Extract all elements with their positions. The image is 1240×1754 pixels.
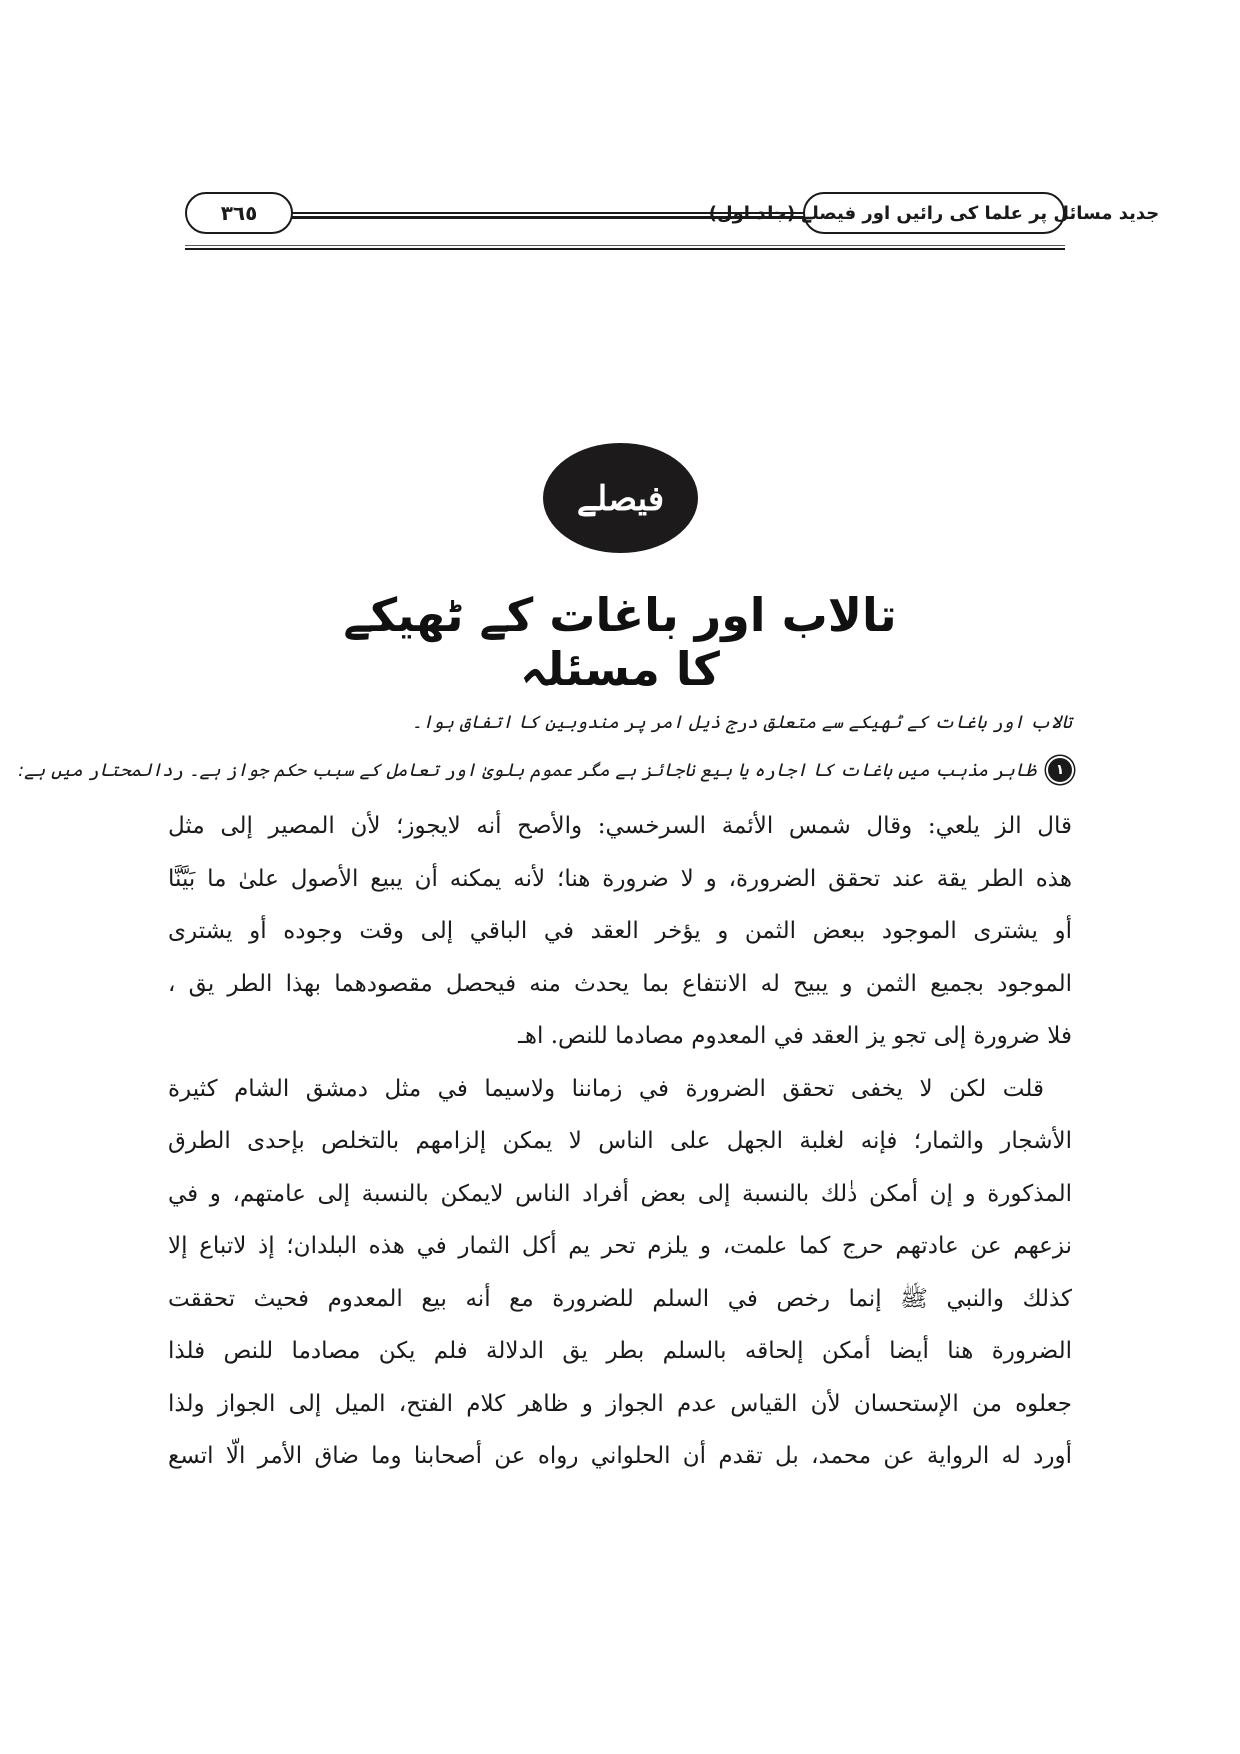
page-number-text: ٣٦٥	[220, 201, 258, 225]
quote-line: أورد له الرواية عن محمد، بل تقدم أن الحلواني رواه عن أصحابنا وما ضاق الأمر الّا اتسع	[168, 1443, 1072, 1469]
quote-line: أو يشترى الموجود ببعض الثمن و يؤخر العقد في الباقي إلى وقت وجوده أو يشترى	[168, 918, 1072, 944]
chapter-title: تالاب اور باغات کے ٹھیکے کا مسئلہ	[343, 588, 897, 696]
book-title: جدید مسائل پر علما کی رائیں اور فیصلے (جلد اول)	[708, 202, 1160, 224]
point-number-badge: ١	[1048, 758, 1072, 782]
section-badge-label: فیصلے	[576, 478, 665, 519]
quote-line: قلت لكن لا يخفى تحقق الضرورة في زماننا ولاسيما في مثل دمشق الشام كثيرة	[168, 1075, 1044, 1102]
quote-line: كذلك والنبي ﷺ إنما رخص في السلم للضرورة مع أنه بيع المعدوم فحيث تحققت	[168, 1285, 1072, 1312]
quote-line: قال الز يلعي: وقال شمس الأئمة السرخسي: والأصح أنه لايجوز؛ لأن المصير إلى مثل	[168, 813, 1072, 839]
quote-line: المذكورة و إن أمكن ذٰلك بالنسبة إلى بعض أفراد الناس لايمكن بالنسبة إلى عامتهم، و في	[168, 1180, 1072, 1207]
quote-line: هذه الطر يقة عند تحقق الضرورة، و لا ضرورة هنا؛ لأنه يمكنه أن يبيع الأصول علىٰ ما بَيَّنَّا	[168, 865, 1073, 892]
quotation-body	[168, 800, 1072, 1483]
page-number	[185, 192, 293, 234]
quote-line: الموجود بجميع الثمن و يبيح له الانتفاع بما يحدث منه فيحصل مقصودهما بهذا الطر يق ،	[168, 970, 1072, 997]
quote-line: الأشجار والثمار؛ فإنه لغلبة الجهل على الناس لا يمكن إلزامهم بالتخلص بإحدى الطرق	[168, 1128, 1072, 1154]
running-header	[185, 192, 1160, 236]
quote-line: فلا ضرورة إلى تجو يز العقد في المعدوم مصادما للنص. اهـ	[518, 1023, 1072, 1049]
quote-line: الضرورة هنا أيضا أمكن إلحاقه بالسلم بطر يق الدلالة فلم يكن مصادما للنص فلذا	[168, 1338, 1072, 1364]
section-badge	[543, 443, 698, 553]
quote-line: نزعهم عن عادتهم حرج كما علمت، و يلزم تحر يم أكل الثمار في هذه البلدان؛ إذ لاتباع إلا	[168, 1233, 1072, 1259]
book-title-frame	[708, 192, 1160, 234]
point-text: ظاہر مذہب میں باغات کا اجارہ یا بیع ناجائز ہے مگر عموم بلویٰ اور تعامل کے سبب حکم جواز ہے۔ ردالمحتار میں ہے:	[18, 759, 1036, 781]
quote-line: جعلوه من الإستحسان لأن القياس عدم الجواز و ظاهر كلام الفتح، الميل إلى الجواز ولذا	[168, 1390, 1072, 1417]
header-rule-divider	[185, 245, 1065, 250]
intro-text: تالاب اور باغات کے ٹھیکے سے متعلق درج ذیل امر پر مندوبین کا اتفاق ہوا۔	[411, 712, 1072, 733]
point-item	[18, 758, 1072, 782]
